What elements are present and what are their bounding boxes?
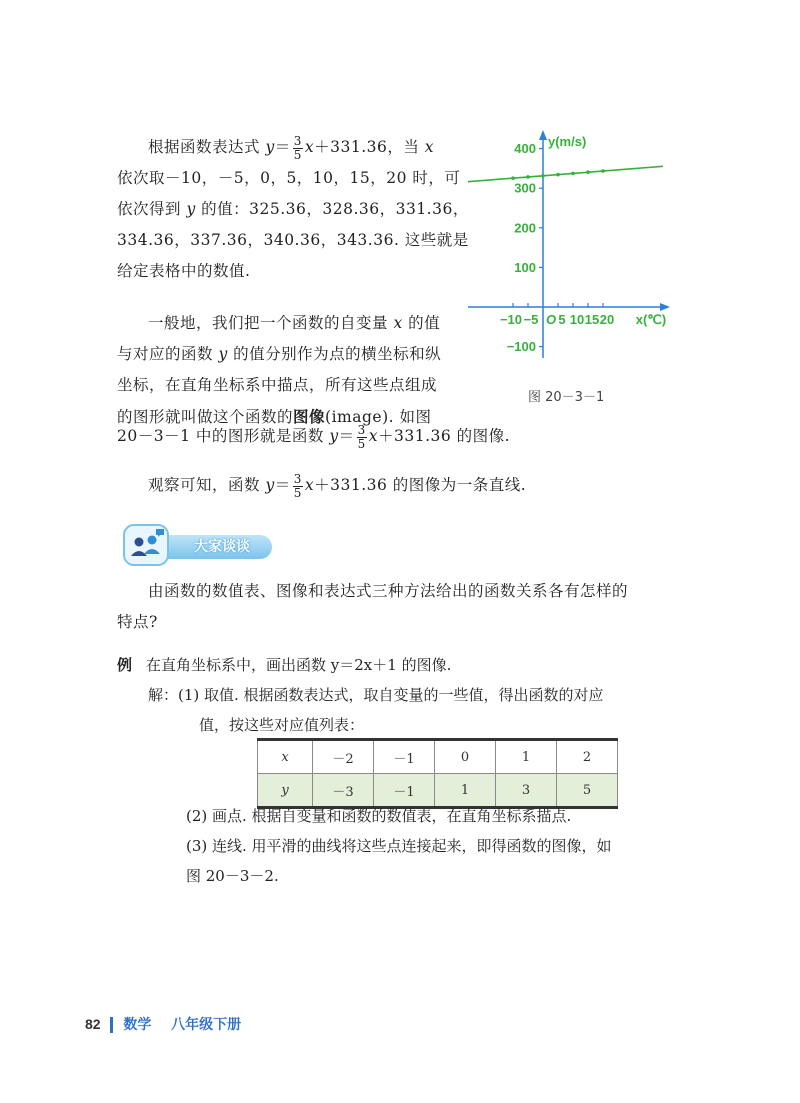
discussion-question: 由函数的数值表、图像和表达式三种方法给出的函数关系各有怎样的 特点? (117, 582, 629, 631)
term-image: 图像 (293, 407, 326, 426)
data-point (556, 173, 560, 177)
para2-line5: 20－3－1 中的图形就是函数 y＝ $\frac{3}{5}$ x＋331.36 的图像. (117, 422, 511, 451)
data-point (541, 174, 545, 178)
y-axis-arrow (539, 130, 547, 140)
table-cell: 2 (557, 740, 618, 774)
table-cell: －1 (374, 740, 435, 774)
solution-step-3-cont: 图 20－3－2. (186, 867, 279, 885)
data-point (526, 175, 530, 179)
table-header-y: y (258, 774, 313, 808)
example-text: 在直角坐标系中，画出函数 y＝2x＋1 的图像. (146, 656, 452, 674)
solution-step-2: (2) 画点. 根据自变量和函数的数值表，在直角坐标系描点. (186, 807, 572, 825)
data-point (511, 176, 515, 180)
para1-line1: 根据函数表达式 y＝ $\frac{3}{5}$ x＋331.36，当 x (148, 133, 435, 162)
x-tick-label: −5 (523, 312, 539, 327)
x-tick-label: −10 (499, 312, 523, 327)
data-point (601, 169, 605, 173)
table-cell: 3 (496, 774, 557, 808)
x-axis-label: x(℃) (635, 312, 667, 327)
table-cell: 1 (435, 774, 496, 808)
y-tick-label: −100 (506, 339, 536, 355)
table-header-x: x (258, 740, 313, 774)
y-tick-label: 400 (514, 141, 536, 157)
discussion-label: 大家谈谈 (194, 539, 250, 555)
solution-step-1-cont: 值，按这些对应值列表： (199, 716, 365, 734)
table-cell: －1 (374, 774, 435, 808)
y-tick-label: 300 (514, 180, 536, 196)
fraction-three-fifths: $\frac{3}{5}$ (293, 133, 302, 162)
para1-line5: 给定表格中的数值. (117, 262, 251, 280)
table-cell: 0 (435, 740, 496, 774)
paragraph-2: 一般地，我们把一个函数的自变量 x 的值 与对应的函数 y 的值分别作为点的横坐标和纵 坐标，在直角坐标系中描点，所有这些点组成 的图形就叫做这个函数的图像(image). 如图 (117, 314, 442, 426)
function-line (468, 166, 663, 181)
footer-book: 数学 (123, 1016, 152, 1032)
y-axis-label: y(m/s) (548, 134, 587, 149)
page-number: 82 (85, 1016, 101, 1032)
x-tick-label: 20 (599, 312, 615, 327)
x-tick-label: 15 (584, 312, 600, 327)
x-tick-label: 5 (558, 312, 566, 327)
paragraph-1 (117, 132, 477, 287)
example-steps (186, 801, 686, 891)
table-cell: －2 (313, 740, 374, 774)
para1-line2: 依次取－10，－5，0，5，10，15，20 时，可 (117, 169, 461, 187)
figure-caption: 图 20－3－1 (528, 390, 605, 405)
table-cell: 5 (557, 774, 618, 808)
solution-step-3: (3) 连线. 用平滑的曲线将这些点连接起来，即得函数的图像，如 (186, 837, 612, 855)
function-graph-chart (466, 128, 676, 368)
footer-grade: 八年级下册 (171, 1016, 242, 1032)
solution-step-1: 解：(1) 取值. 根据函数表达式，取自变量的一些值，得出函数的对应 (148, 686, 604, 704)
discussion-badge (116, 521, 276, 569)
x-axis-arrow (660, 303, 670, 311)
data-point (586, 170, 590, 174)
table-cell: －3 (313, 774, 374, 808)
page-footer (85, 1014, 241, 1034)
example-block (117, 650, 697, 740)
para1-line4: 334.36，337.36，340.36，343.36. 这些就是 (117, 231, 469, 249)
x-tick-label: 10 (569, 312, 585, 327)
para1-line3: 依次得到 y 的值：325.36，328.36，331.36， (117, 200, 469, 218)
origin-label: O (545, 312, 557, 327)
footer-divider (110, 1017, 113, 1033)
table-cell: 1 (496, 740, 557, 774)
example-tag: 例 (117, 656, 133, 674)
data-point (571, 172, 575, 176)
paragraph-3: 观察可知，函数 y＝ $\frac{3}{5}$ x＋331.36 的图像为一条直线. (148, 471, 527, 500)
y-tick-label: 100 (514, 259, 536, 275)
value-table (257, 738, 618, 809)
y-tick-label: 200 (514, 220, 536, 236)
table-row-x (258, 740, 618, 774)
